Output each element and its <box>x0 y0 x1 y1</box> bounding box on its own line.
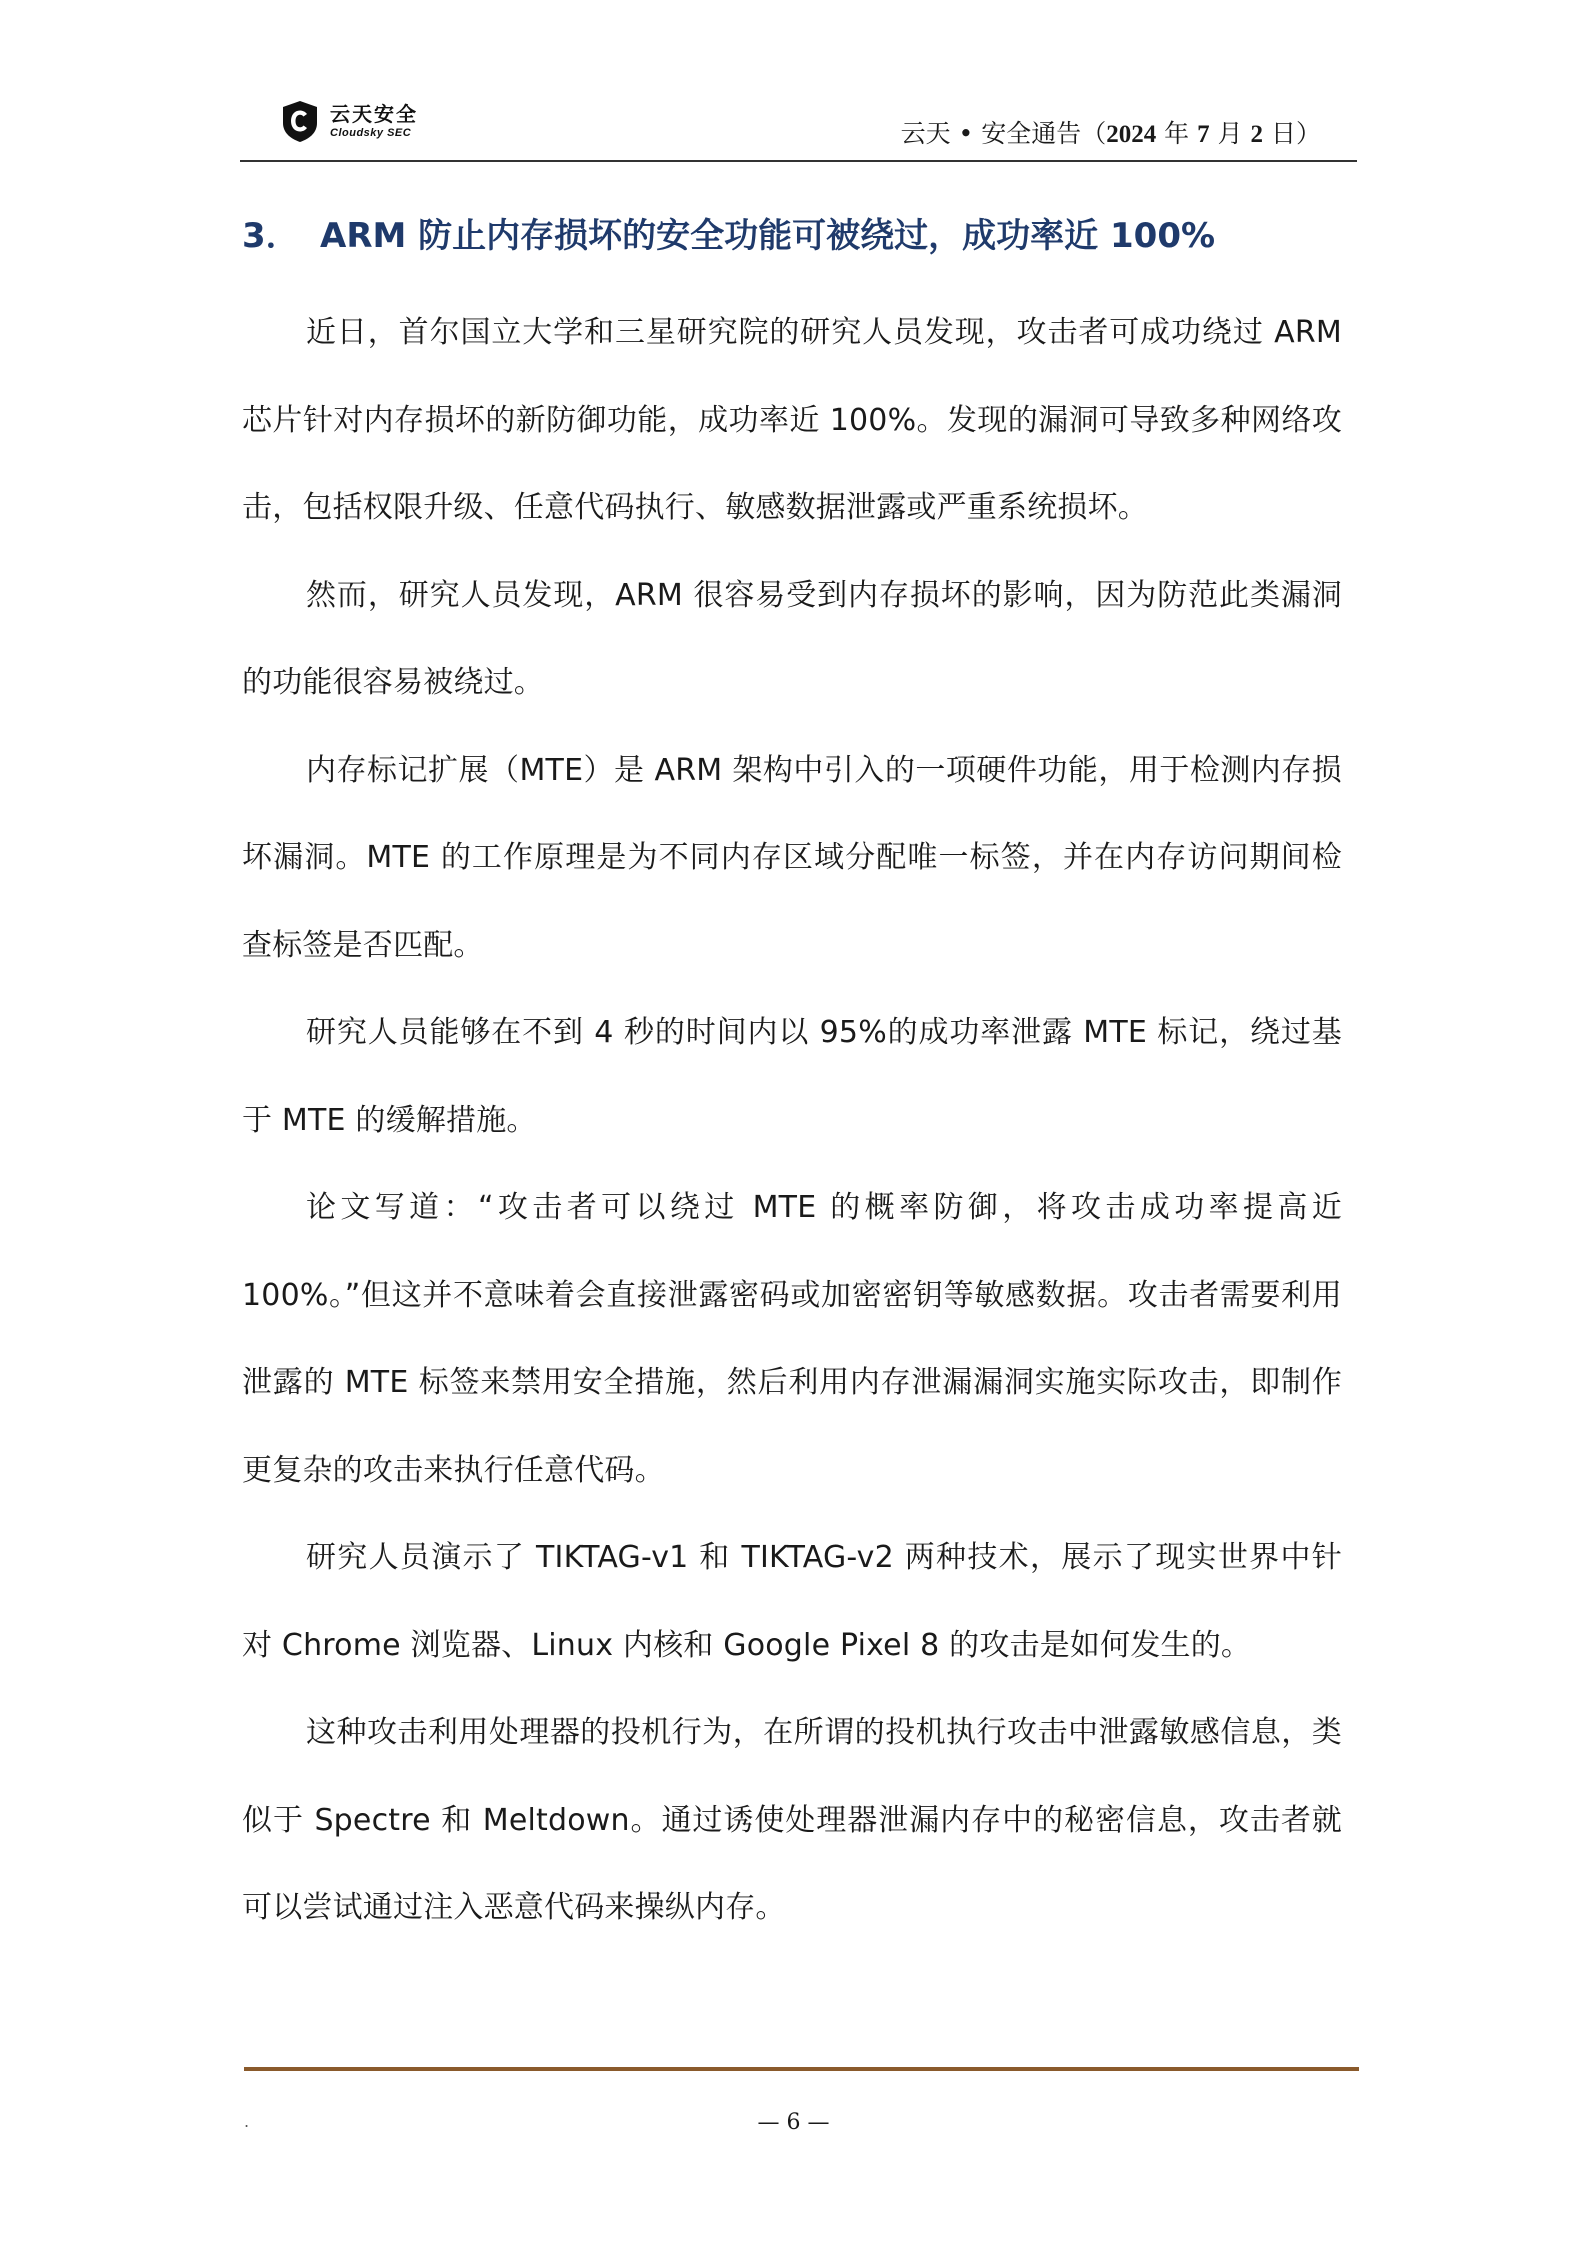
bulletin-title: 云天 • 安全通告（2024 年 7 月 2 日） <box>900 119 1321 148</box>
paragraph: 论文写道：“攻击者可以绕过 MTE 的概率防御，将攻击成功率提高近 100%。”但这并不意味着会直接泄露密码或加密密钥等敏感数据。攻击者需要利用泄露的 MTE 标签来禁用安全措施，然后利用内存泄漏漏洞实施实际攻击，即制作更复杂的攻击来执行任意代码。 <box>242 1190 1342 1488</box>
paragraph: 这种攻击利用处理器的投机行为，在所谓的投机执行攻击中泄露敏感信息，类似于 Spectre 和 Meltdown。通过诱使处理器泄漏内存中的秘密信息，攻击者就可以尝试通过注入恶意代码来操纵内存。 <box>242 1715 1342 1925</box>
page-number: — 6 — <box>757 2110 830 2135</box>
footer-divider <box>244 2067 1359 2071</box>
article-body <box>242 205 1342 1952</box>
paragraph: 研究人员演示了 TIKTAG-v1 和 TIKTAG-v2 两种技术，展示了现实世界中针对 Chrome 浏览器、Linux 内核和 Google Pixel 8 的攻击是如何发生的。 <box>242 1540 1342 1663</box>
section-title-text: ARM 防止内存损坏的安全功能可被绕过，成功率近 100% <box>320 216 1216 256</box>
paragraph: 内存标记扩展（MTE）是 ARM 架构中引入的一项硬件功能，用于检测内存损坏漏洞。MTE 的工作原理是为不同内存区域分配唯一标签，并在内存访问期间检查标签是否匹配。 <box>242 752 1342 963</box>
shield-c-logo-icon <box>280 99 320 143</box>
footer-dot: . <box>244 2112 250 2131</box>
paragraph: 然而，研究人员发现，ARM 很容易受到内存损坏的影响，因为防范此类漏洞的功能很容易被绕过。 <box>242 577 1342 700</box>
paragraph: 研究人员能够在不到 4 秒的时间内以 95%的成功率泄露 MTE 标记，绕过基于 MTE 的缓解措施。 <box>242 1015 1342 1138</box>
section-number: 3． <box>242 216 300 256</box>
section-heading <box>242 205 1342 267</box>
logo-en-text: Cloudsky SEC <box>330 126 412 139</box>
header-divider <box>240 160 1357 162</box>
page-header <box>240 90 1357 162</box>
company-logo <box>280 96 418 146</box>
paragraph: 近日，首尔国立大学和三星研究院的研究人员发现，攻击者可成功绕过 ARM 芯片针对内存损坏的新防御功能，成功率近 100%。发现的漏洞可导致多种网络攻击，包括权限升级、任意代码执行、敏感数据泄露或严重系统损坏。 <box>242 315 1342 525</box>
logo-cn-text: 云天安全 <box>330 101 418 126</box>
